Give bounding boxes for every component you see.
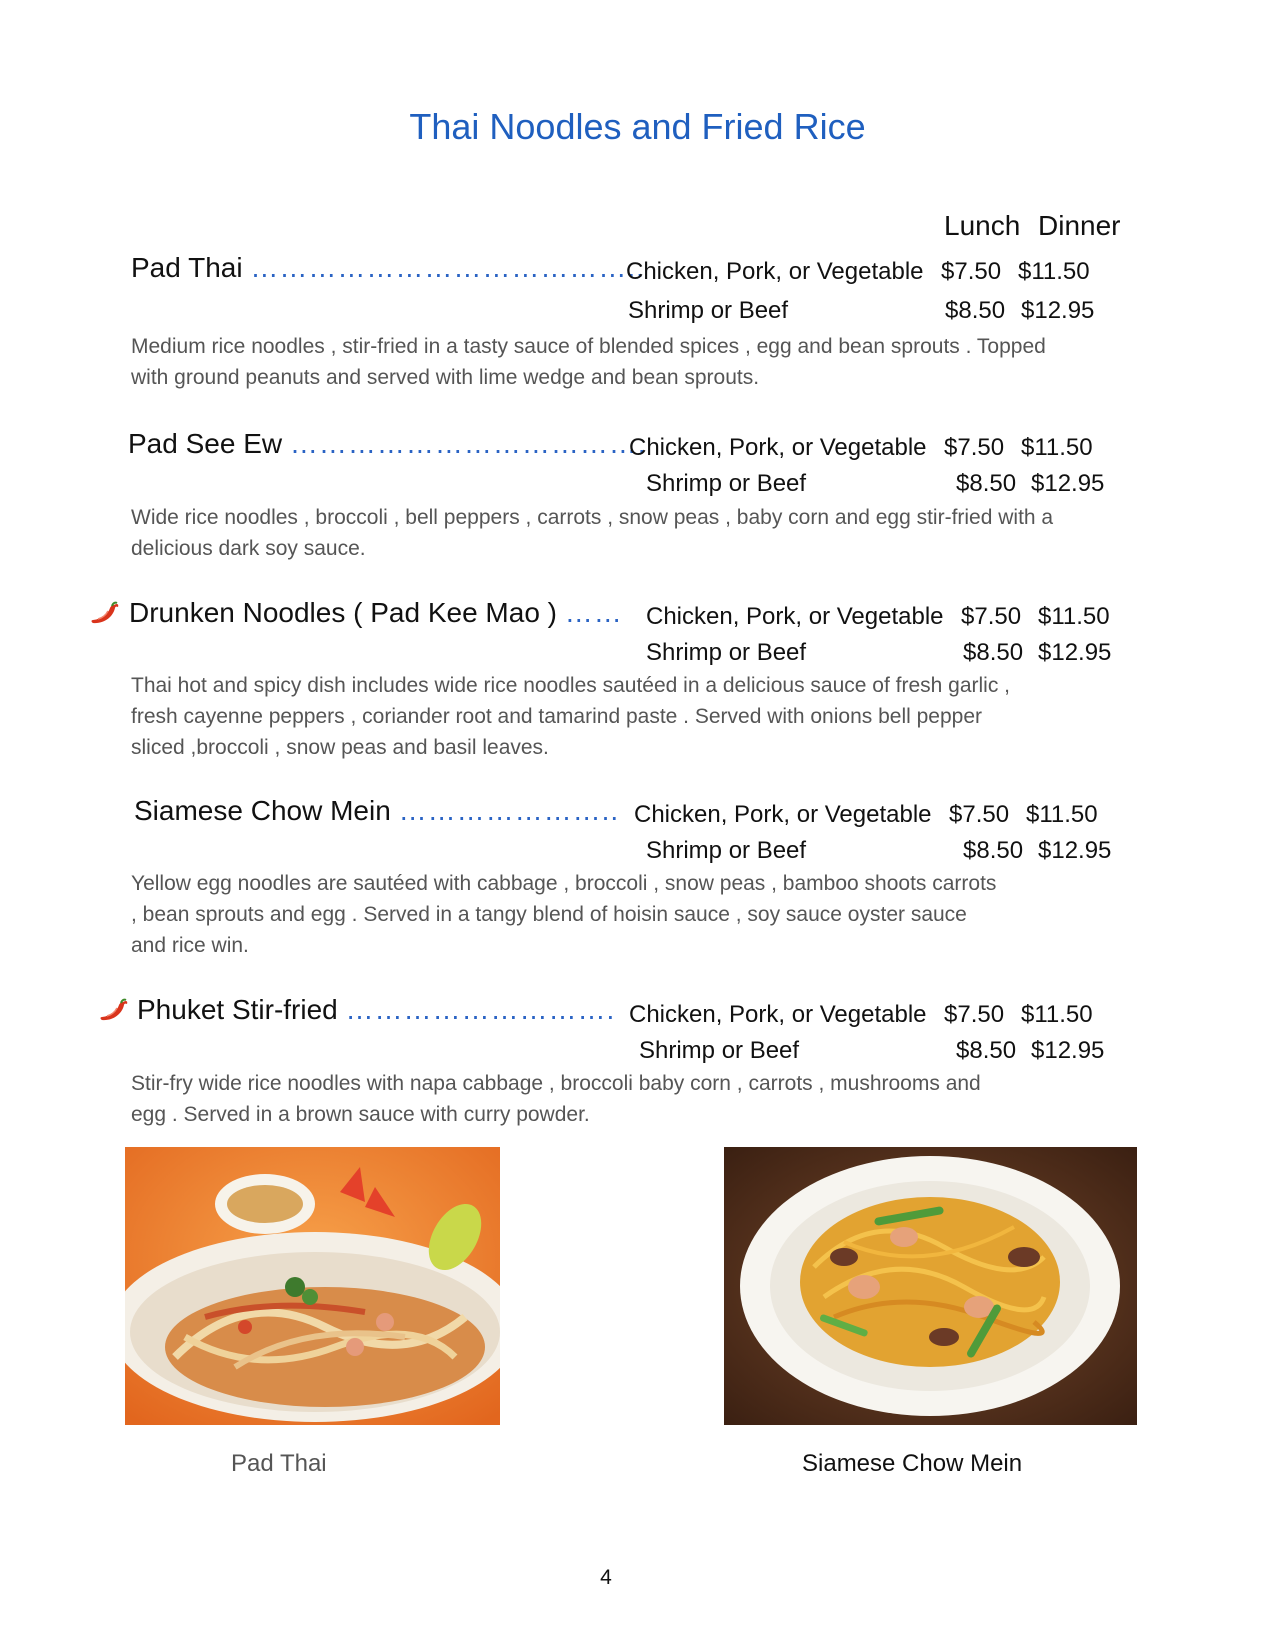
option-chicken-pork-vegetable: Chicken, Pork, or Vegetable bbox=[626, 258, 924, 285]
pad-thai-photo bbox=[125, 1147, 500, 1425]
lunch-price: $7.50 bbox=[949, 801, 1010, 828]
leader-dots: …… bbox=[564, 597, 623, 628]
item-description: Medium rice noodles , stir-fried in a tasty sauce of blended spices , egg and bean sprouts . Topped with ground peanuts and served with lime wedge and bean sprouts. bbox=[131, 335, 1046, 389]
lunch-price: $8.50 bbox=[963, 639, 1024, 666]
dinner-price: $12.95 bbox=[1031, 470, 1105, 497]
option-shrimp-beef: Shrimp or Beef bbox=[646, 837, 807, 864]
option-shrimp-beef: Shrimp or Beef bbox=[646, 639, 807, 666]
item-name: Pad Thai bbox=[131, 252, 243, 283]
item-name: Pad See Ew bbox=[128, 428, 283, 459]
leader-dots: ………………….. bbox=[398, 795, 620, 826]
leader-dots: ………………………………. bbox=[289, 428, 647, 459]
dinner-price: $12.95 bbox=[1021, 297, 1095, 324]
lunch-price: $7.50 bbox=[944, 434, 1005, 461]
option-shrimp-beef: Shrimp or Beef bbox=[639, 1037, 800, 1064]
chili-pepper-icon bbox=[99, 998, 129, 1024]
lunch-price: $7.50 bbox=[961, 603, 1022, 630]
item-description: Stir-fry wide rice noodles with napa cabbage , broccoli baby corn , carrots , mushrooms and egg . Served in a brown sauce with curry powder. bbox=[131, 1072, 981, 1126]
item-description: Thai hot and spicy dish includes wide rice noodles sautéed in a delicious sauce of fresh garlic , fresh cayenne peppers , coriander root and tamarind paste . Served with onions bell pepper sliced ,broccoli , snow peas and basil leaves. bbox=[131, 674, 1010, 759]
dinner-price: $11.50 bbox=[1018, 258, 1090, 285]
option-chicken-pork-vegetable: Chicken, Pork, or Vegetable bbox=[629, 1001, 927, 1028]
option-shrimp-beef: Shrimp or Beef bbox=[628, 297, 789, 324]
lunch-column-header: Lunch bbox=[944, 210, 1021, 241]
item-description: Yellow egg noodles are sautéed with cabbage , broccoli , snow peas , bamboo shoots carrots , bean sprouts and egg . Served in a tangy blend of hoisin sauce , soy sauce oyster sauce and rice win. bbox=[131, 872, 997, 957]
dinner-price: $12.95 bbox=[1038, 837, 1112, 864]
leader-dots: ………………………………….. bbox=[250, 252, 645, 283]
lunch-price: $8.50 bbox=[963, 837, 1024, 864]
chili-pepper-icon bbox=[90, 601, 120, 627]
item-name: Drunken Noodles ( Pad Kee Mao ) bbox=[129, 597, 557, 628]
siamese-chow-mein-caption: Siamese Chow Mein bbox=[802, 1450, 1023, 1477]
page-title: Thai Noodles and Fried Rice bbox=[409, 106, 866, 147]
item-name: Phuket Stir-fried bbox=[137, 994, 338, 1025]
item-name: Siamese Chow Mein bbox=[134, 795, 391, 826]
leader-dots: ………………………. bbox=[345, 994, 616, 1025]
page-number: 4 bbox=[600, 1566, 612, 1589]
lunch-price: $7.50 bbox=[944, 1001, 1005, 1028]
siamese-chow-mein-photo bbox=[724, 1147, 1137, 1425]
lunch-price: $8.50 bbox=[956, 1037, 1017, 1064]
option-chicken-pork-vegetable: Chicken, Pork, or Vegetable bbox=[646, 603, 944, 630]
lunch-price: $8.50 bbox=[945, 297, 1006, 324]
lunch-price: $7.50 bbox=[941, 258, 1002, 285]
lunch-price: $8.50 bbox=[956, 470, 1017, 497]
option-chicken-pork-vegetable: Chicken, Pork, or Vegetable bbox=[629, 434, 927, 461]
dinner-price: $11.50 bbox=[1021, 434, 1093, 461]
option-shrimp-beef: Shrimp or Beef bbox=[646, 470, 807, 497]
dinner-price: $12.95 bbox=[1038, 639, 1112, 666]
item-description: Wide rice noodles , broccoli , bell peppers , carrots , snow peas , baby corn and egg stir-fried with a delicious dark soy sauce. bbox=[131, 506, 1054, 560]
dinner-price: $12.95 bbox=[1031, 1037, 1105, 1064]
pad-thai-caption: Pad Thai bbox=[231, 1450, 327, 1477]
dinner-column-header: Dinner bbox=[1038, 210, 1121, 241]
dinner-price: $11.50 bbox=[1026, 801, 1098, 828]
option-chicken-pork-vegetable: Chicken, Pork, or Vegetable bbox=[634, 801, 932, 828]
dinner-price: $11.50 bbox=[1021, 1001, 1093, 1028]
dinner-price: $11.50 bbox=[1038, 603, 1110, 630]
